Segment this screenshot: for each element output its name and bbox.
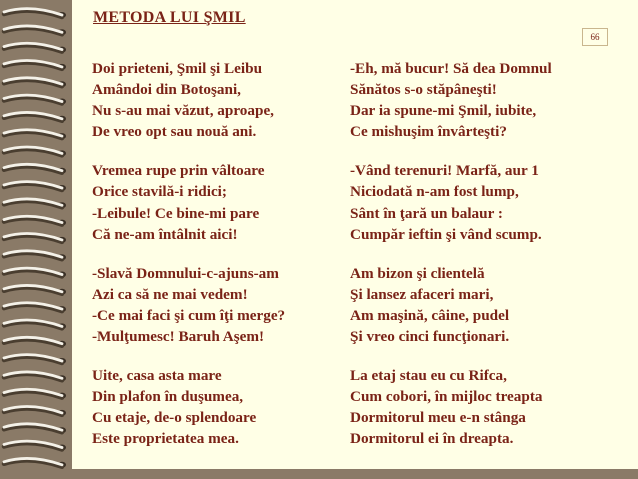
slide-title: METODA LUI ŞMIL xyxy=(93,9,246,26)
verse-line: Vremea rupe prin vâltoare xyxy=(92,162,265,180)
verse-line: Din plafon în duşumea, xyxy=(92,388,244,406)
verse-line: De vreo opt sau nouă ani. xyxy=(92,123,257,141)
spiral-ring xyxy=(4,320,66,329)
spiral-ring xyxy=(4,285,66,294)
verse-line: Dar ia spune-mi Şmil, iubite, xyxy=(350,102,537,120)
verse-line: Amândoi din Botoşani, xyxy=(92,81,241,99)
spiral-ring xyxy=(4,43,66,52)
stanza-8 xyxy=(350,365,552,449)
spiral-ring xyxy=(4,424,66,433)
spiral-ring xyxy=(4,355,66,364)
verse-line: -Leibule! Ce bine-mi pare xyxy=(92,204,260,222)
spiral-ring xyxy=(4,372,66,381)
verse-line: Sânt în ţară un balaur : xyxy=(350,204,503,222)
stanza-5 xyxy=(350,58,552,142)
verse-line: La etaj stau eu cu Rifca, xyxy=(350,367,507,385)
verse-line: -Ce mai faci şi cum îţi merge? xyxy=(92,306,286,324)
spiral-ring xyxy=(4,441,66,450)
verse-line: Niciodată n-am fost lump, xyxy=(350,183,519,201)
spiral-ring xyxy=(4,95,66,104)
verse-line: -Slavă Domnului-c-ajuns-am xyxy=(92,264,279,282)
verse-line: Că ne-am întâlnit aici! xyxy=(92,225,238,243)
slide-page xyxy=(72,0,638,469)
verse-line: Cu etaje, de-o splendoare xyxy=(92,409,257,427)
stanza-3 xyxy=(92,263,285,347)
spiral-ring xyxy=(4,251,66,260)
spiral-ring xyxy=(4,147,66,156)
verse-line: -Vând terenuri! Marfă, aur 1 xyxy=(350,162,539,180)
poem-right-column xyxy=(350,58,552,468)
verse-line: Este proprietatea mea. xyxy=(92,430,239,448)
verse-line: Şi vreo cinci funcţionari. xyxy=(350,328,510,346)
stanza-1 xyxy=(92,58,285,142)
spiral-ring xyxy=(4,9,66,18)
verse-line: Uite, casa asta mare xyxy=(92,367,222,385)
stanza-7 xyxy=(350,263,552,347)
verse-line: Ce mishuşim învârteşti? xyxy=(350,123,507,141)
spiral-ring xyxy=(4,78,66,87)
spiral-ring xyxy=(4,268,66,277)
spiral-ring xyxy=(4,337,66,346)
verse-line: Sănătos s-o stăpâneşti! xyxy=(350,81,497,99)
spiral-ring xyxy=(4,458,66,467)
spiral-ring xyxy=(4,112,66,121)
spiral-ring xyxy=(4,389,66,398)
verse-line: Nu s-au mai văzut, aproape, xyxy=(92,102,274,120)
spiral-ring xyxy=(4,130,66,139)
stanza-2 xyxy=(92,160,285,244)
verse-line: Şi lansez afaceri mari, xyxy=(350,285,494,303)
verse-line: Orice stavilă-i ridici; xyxy=(92,183,227,201)
verse-line: -Eh, mă bucur! Să dea Domnul xyxy=(350,60,552,77)
verse-line: Am maşină, câine, pudel xyxy=(350,306,510,324)
spiral-ring xyxy=(4,216,66,225)
verse-line: Cum cobori, în mijloc treapta xyxy=(350,388,543,406)
stanza-6 xyxy=(350,160,552,244)
poem-left-column xyxy=(92,58,285,468)
spiral-binding xyxy=(0,0,72,479)
stanza-4 xyxy=(92,365,285,449)
spiral-ring xyxy=(4,26,66,35)
spiral-ring xyxy=(4,234,66,243)
spiral-ring xyxy=(4,61,66,70)
verse-line: Am bizon şi clientelă xyxy=(350,264,485,282)
verse-line: Dormitorul ei în dreapta. xyxy=(350,430,514,448)
spiral-ring xyxy=(4,303,66,312)
verse-line: Doi prieteni, Şmil şi Leibu xyxy=(92,60,263,77)
verse-line: Cumpăr ieftin şi vând scump. xyxy=(350,225,542,243)
page-number-badge: 66 xyxy=(582,28,608,46)
spiral-ring xyxy=(4,407,66,416)
verse-line: Dormitorul meu e-n stânga xyxy=(350,409,526,427)
spiral-ring xyxy=(4,182,66,191)
verse-line: Azi ca să ne mai vedem! xyxy=(92,285,248,303)
spiral-ring xyxy=(4,199,66,208)
verse-line: -Mulţumesc! Baruh Aşem! xyxy=(92,328,265,346)
spiral-ring xyxy=(4,164,66,173)
